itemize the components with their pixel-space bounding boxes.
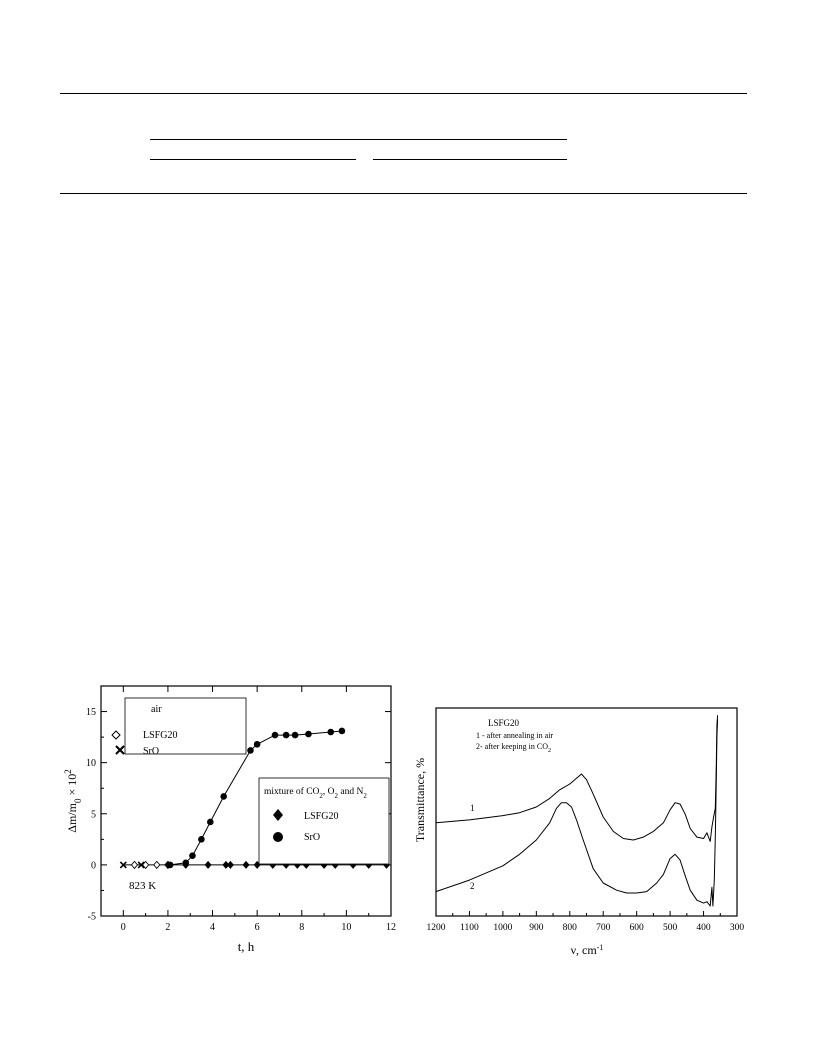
data-point-circle (167, 862, 174, 869)
x-tick-label: 1000 (493, 923, 513, 933)
legend-air-title: air (151, 704, 162, 715)
x-tick-label: 500 (662, 923, 678, 933)
temperature-annotation: 823 K (129, 880, 157, 892)
data-point-diamond (205, 861, 212, 869)
data-point-circle (327, 729, 334, 736)
x-tick-label: 2 (165, 922, 171, 933)
x-tick-label: 900 (529, 923, 544, 933)
x-tick-label: 800 (562, 923, 577, 933)
x-tick-label: 1100 (460, 923, 479, 933)
legend-air-item-2: SrO (143, 746, 160, 757)
data-point-circle (339, 728, 346, 735)
data-point-circle (198, 836, 205, 843)
y-tick-label: 0 (91, 860, 96, 872)
data-point-circle (247, 747, 254, 754)
mass-change-chart (56, 676, 396, 960)
table-subgroup-rule-left (150, 159, 356, 160)
data-point-circle (220, 793, 227, 800)
legend-air-item-1: LSFG20 (143, 730, 178, 741)
data-point-circle (305, 731, 312, 738)
x-axis-label: ν, $cm^{-1}$ (570, 942, 604, 957)
legend-line-2: 2- after keeping in $CO_2$ (476, 742, 551, 754)
curve-label-1: 1 (470, 803, 475, 813)
legend-line-1: 1 - after annealing in air (476, 731, 554, 740)
legend-mix-item-2: SrO (304, 832, 321, 843)
x-tick-label: 8 (299, 922, 305, 933)
data-point-circle (292, 732, 299, 739)
legend-mix-title: mixture of $CO_2$, $O_2$ and $N_2$ (264, 787, 367, 800)
table-subgroup-rule-right (373, 159, 567, 160)
legend-diamond-open-marker (112, 731, 120, 739)
legend-x-marker (116, 746, 124, 754)
x-tick-label: 700 (596, 923, 611, 933)
ir-spectrum-chart-svg (412, 706, 752, 960)
y-axis-label: $\Delta m/m_0 \times 10^2$ (63, 769, 83, 833)
data-point-diamond-open (131, 861, 137, 868)
x-tick-label: 0 (120, 922, 126, 933)
curve-label-2: 2 (470, 881, 475, 891)
data-point-diamond (243, 861, 250, 869)
data-point-circle (182, 860, 189, 867)
table-spanner-rule (150, 139, 567, 140)
y-tick-label: 15 (86, 707, 96, 719)
ir-spectrum-chart (412, 706, 752, 960)
data-point-circle (283, 732, 290, 739)
y-axis-label: Transmittance, % (413, 757, 427, 843)
x-tick-label: 600 (629, 923, 644, 933)
y-tick-label: 5 (91, 809, 96, 821)
data-point-circle (189, 852, 196, 859)
mass-change-chart-svg (56, 676, 396, 960)
y-tick-label: -5 (87, 911, 96, 923)
x-tick-label: 12 (386, 922, 396, 933)
data-point-diamond-open (154, 861, 160, 868)
x-tick-label: 1200 (426, 923, 446, 933)
data-point-diamond (227, 861, 234, 869)
x-tick-label: 400 (696, 923, 711, 933)
x-axis-label: t, h (237, 939, 255, 954)
data-point-circle (272, 732, 279, 739)
legend-mix-item-1: LSFG20 (304, 811, 339, 822)
y-tick-label: 10 (86, 758, 96, 770)
x-tick-label: 4 (210, 922, 216, 933)
table-bottom-rule (60, 193, 747, 194)
legend-title: LSFG20 (488, 718, 520, 728)
x-tick-label: 6 (254, 922, 260, 933)
table-top-rule (60, 93, 747, 94)
x-tick-label: 300 (729, 923, 745, 933)
data-point-circle (254, 741, 261, 748)
data-point-circle (207, 819, 214, 826)
legend-circle-filled-marker (273, 832, 283, 842)
x-tick-label: 10 (341, 922, 352, 933)
